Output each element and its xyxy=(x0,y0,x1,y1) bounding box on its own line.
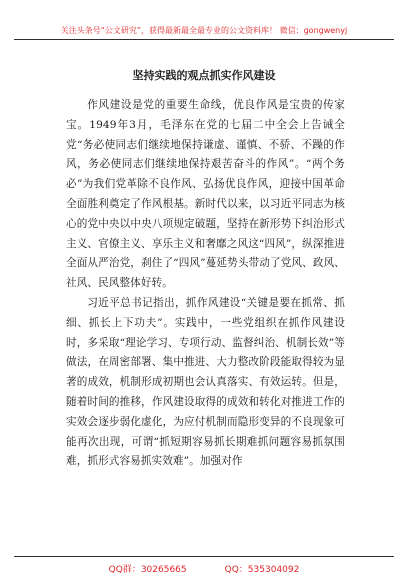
header-promo-text: 关注头条号“公文研究”，获得最新最全最专业的公文资料库！ 微信：gongwenyj xyxy=(60,26,348,35)
footer-qq-group: QQ群：30265665 xyxy=(108,565,187,575)
page-header xyxy=(14,0,394,40)
footer-qq-contact: QQ：535304092 xyxy=(224,565,300,575)
paragraph-2: 习近平总书记指出，抓作风建设“关键是要在抓常、抓细、抓长上下功夫”。实践中，一些党组织在抓作风建设时，多采取“理论学习、专项行动、监督纠治、机制长效”等做法，在周密部署、集中推进、大力整改阶段能取得较为显著的成效，机制形成初期也会认真落实、有效运转。但是，随着时间的推移，作风建设取得的成效和转化对推进工作的实效会逐步弱化虚化，为应付机制而隐形变异的不良现象可能再次出现，可谓“抓短期容易抓长期难抓问题容易抓氛围难，抓形式容易抓实效难”。加强对作 xyxy=(66,296,345,468)
document-body xyxy=(66,96,345,472)
paragraph-1: 作风建设是党的重要生命线，优良作风是宝贵的传家宝。1949年3月，毛泽东在党的七届二中全会上告诫全党“务必使同志们继续地保持谦虚、谨慎、不骄、不躁的作风，务必使同志们继续地保持艰苦奋斗的作风”。“两个务必”为我们党革除不良作风、弘扬优良作风，迎接中国革命全面胜利奠定了作风根基。新时代以来，以习近平同志为核心的党中央以中央八项规定破题，坚持在新形势下纠治形式主义、官僚主义、享乐主义和奢靡之风这“四风”，纵深推进全面从严治党，刹住了“四风”蔓延势头带动了党风、政风、社风、民风整体好转。 xyxy=(66,99,345,290)
page-footer xyxy=(14,556,394,580)
document-title: 坚持实践的观点抓实作风建设 xyxy=(132,69,276,82)
